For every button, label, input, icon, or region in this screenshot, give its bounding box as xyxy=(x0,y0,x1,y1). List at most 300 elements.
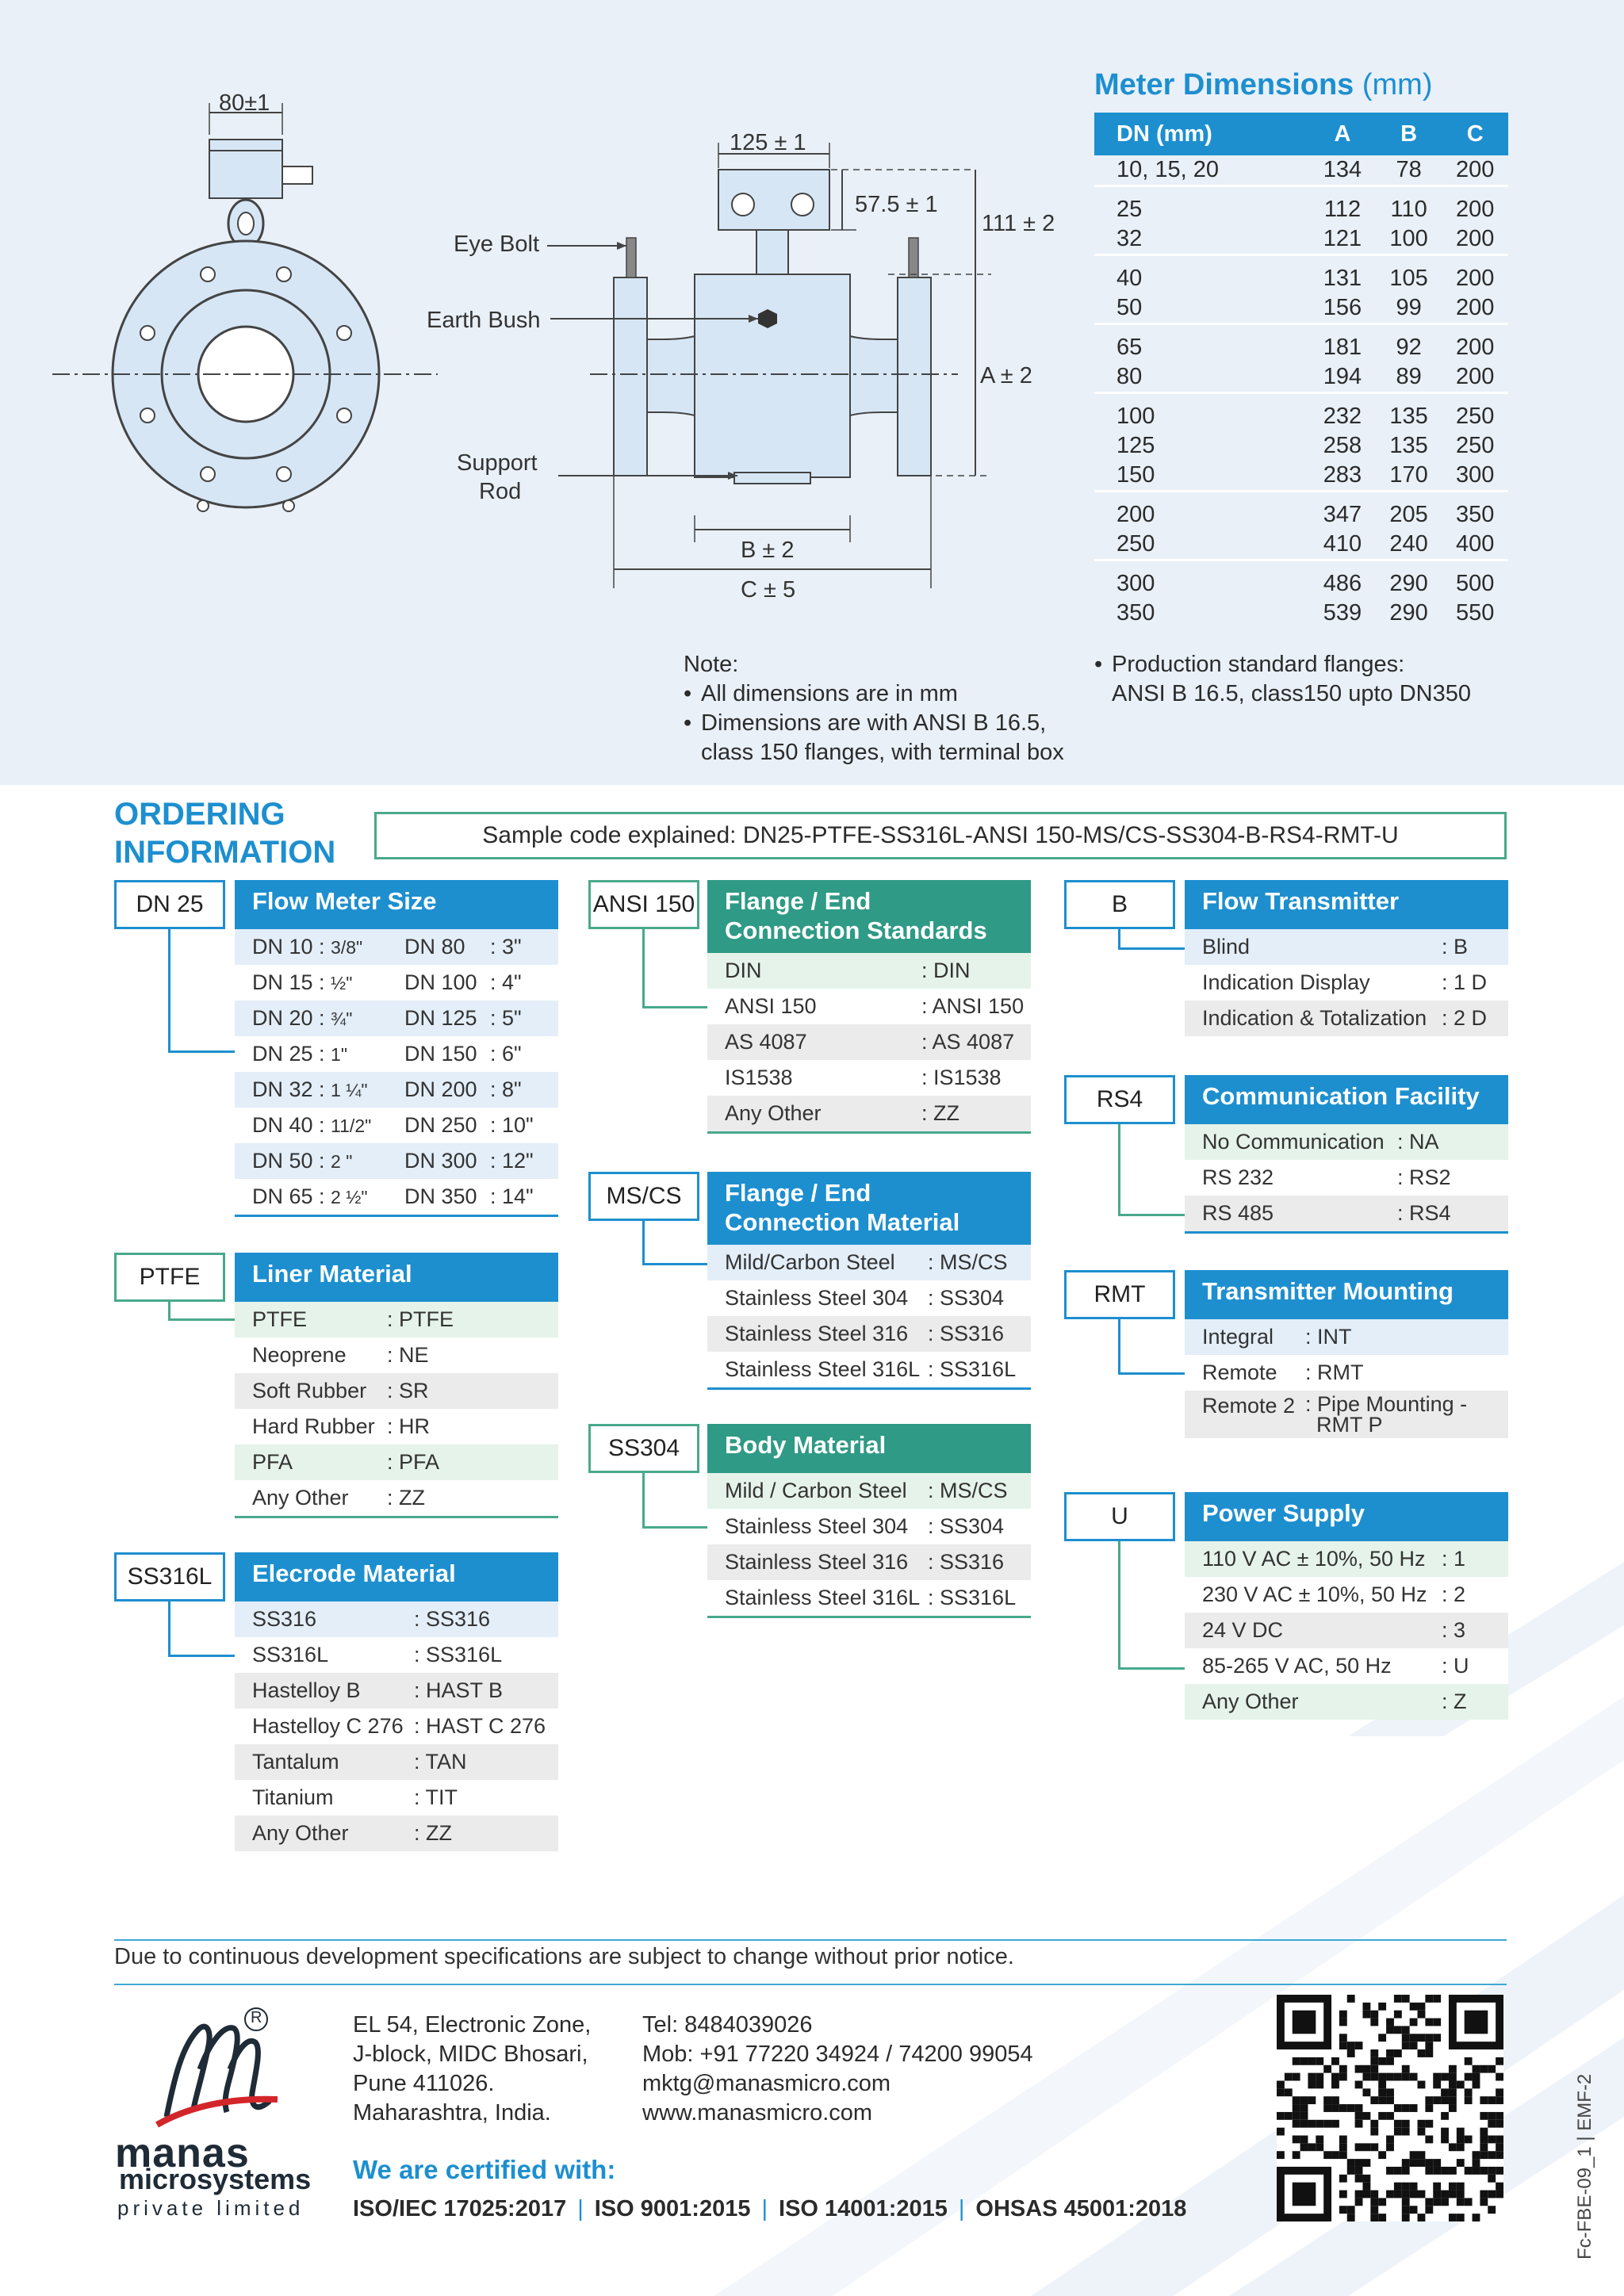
note-item-1: • All dimensions are in mm xyxy=(701,679,1064,709)
option-code: : PTFE xyxy=(387,1307,454,1331)
support-rod-label-1: Support xyxy=(457,450,538,476)
size-inch: : 14" xyxy=(490,1184,534,1208)
cert-iso-17025: ISO/IEC 17025:2017 xyxy=(353,2196,567,2221)
option-code: : U xyxy=(1442,1654,1469,1678)
cert-iso-9001: ISO 9001:2015 xyxy=(594,2196,751,2221)
option-label: PFA xyxy=(252,1450,293,1474)
connector-flow-transmitter xyxy=(1118,929,1185,950)
option-label: SS316L xyxy=(252,1643,329,1667)
list-item xyxy=(1185,1391,1508,1438)
option-code: : ZZ xyxy=(387,1486,425,1510)
table-cell: 300 xyxy=(1094,561,1309,599)
option-label: PTFE xyxy=(252,1307,308,1331)
option-label: RS 485 xyxy=(1202,1201,1274,1225)
table-cell: 486 xyxy=(1309,561,1376,599)
flow-transmitter-rows xyxy=(1185,929,1508,1036)
option-code: : RS2 xyxy=(1397,1165,1451,1189)
table-cell: 232 xyxy=(1309,393,1376,432)
ordering-title-line-1: ORDERING xyxy=(114,797,285,832)
address-line-1: EL 54, Electronic Zone, xyxy=(353,2012,592,2038)
size-inch: 11/2" xyxy=(331,1115,372,1136)
option-label: Tantalum xyxy=(252,1750,339,1774)
table-row xyxy=(1094,155,1508,186)
production-note-item xyxy=(1112,650,1471,709)
mounting-rows xyxy=(1185,1319,1508,1438)
size-metric: DN 100 xyxy=(404,970,477,994)
table-cell: 250 xyxy=(1456,433,1495,458)
section-head-communication: Communication Facility xyxy=(1185,1075,1508,1124)
electrode-rows xyxy=(235,1601,558,1851)
table-cell: 550 xyxy=(1456,600,1495,626)
option-label: Hastelloy C 276 xyxy=(252,1714,404,1738)
table-row xyxy=(1094,324,1508,363)
table-cell: 50 xyxy=(1116,295,1143,320)
option-code: : SS316L xyxy=(928,1357,1017,1381)
list-item xyxy=(707,1580,1031,1616)
table-cell: 100 xyxy=(1389,226,1428,251)
size-inch: : 12" xyxy=(490,1149,534,1173)
connector-flow-meter-size xyxy=(168,929,235,1053)
table-row xyxy=(1094,561,1508,599)
table-row xyxy=(1094,293,1508,324)
note-item-2-line-1: Dimensions are with ANSI B 16.5, xyxy=(701,710,1047,736)
header-dn: DN (mm) xyxy=(1094,113,1309,155)
table-cell: 200 xyxy=(1456,364,1495,389)
flow-meter-size-rows xyxy=(235,929,558,1217)
table-row xyxy=(1094,492,1508,530)
size-inch: 3/8" xyxy=(331,937,363,958)
table-cell: 112 xyxy=(1309,186,1376,225)
a-dimension-label: A ± 2 xyxy=(980,363,1032,388)
section-head-body-material: Body Material xyxy=(707,1424,1031,1473)
option-label: Any Other xyxy=(252,1821,349,1845)
eye-bolt-label: Eye Bolt xyxy=(454,232,539,257)
list-item xyxy=(235,1480,558,1516)
size-metric: DN 32 : xyxy=(252,1077,331,1101)
option-label: SS316 xyxy=(252,1607,317,1631)
list-item xyxy=(707,1473,1031,1509)
b-dimension-label: B ± 2 xyxy=(741,538,795,563)
code-box-power: U xyxy=(1064,1492,1175,1541)
option-code: : DIN xyxy=(921,959,971,982)
option-label: Any Other xyxy=(725,1101,822,1125)
flange-standard-rows xyxy=(707,953,1031,1134)
table-row xyxy=(1094,431,1508,461)
table-cell: 105 xyxy=(1376,255,1442,294)
table-row xyxy=(1094,530,1508,561)
option-label: Remote 2 xyxy=(1202,1394,1296,1418)
table-cell: 240 xyxy=(1389,531,1428,557)
note-item-2 xyxy=(701,709,1064,767)
list-item xyxy=(1185,1160,1508,1196)
list-item xyxy=(235,1302,558,1337)
option-code: : HR xyxy=(387,1414,430,1438)
list-item xyxy=(235,1816,558,1851)
list-item xyxy=(235,1409,558,1445)
option-code: : PFA xyxy=(387,1450,440,1474)
production-note-line-2: ANSI B 16.5, class150 upto DN350 xyxy=(1112,681,1471,706)
table-cell: 25 xyxy=(1094,186,1309,225)
option-code-line-1: : Pipe Mounting - xyxy=(1305,1392,1468,1416)
section-head-flange-material xyxy=(707,1172,1031,1245)
list-item xyxy=(707,953,1031,989)
list-item xyxy=(1185,1684,1508,1720)
list-item xyxy=(235,1373,558,1409)
option-label: Stainless Steel 304 xyxy=(725,1286,909,1310)
option-code: : Z xyxy=(1442,1689,1467,1713)
size-metric-cell xyxy=(252,1184,404,1209)
connector-power xyxy=(1118,1541,1185,1670)
code-box-flange-standard: ANSI 150 xyxy=(588,880,699,929)
meter-drawing xyxy=(0,0,1094,618)
address-line-3: Pune 411026. xyxy=(353,2071,495,2096)
option-label: Blind xyxy=(1202,935,1251,959)
table-header-row xyxy=(1094,113,1508,155)
list-item xyxy=(235,965,558,1001)
table-cell: 32 xyxy=(1116,226,1143,251)
table-cell: 89 xyxy=(1396,364,1422,389)
option-code: : SR xyxy=(387,1379,429,1402)
box-width-label: 125 ± 1 xyxy=(730,130,806,155)
table-cell: 156 xyxy=(1323,295,1362,320)
table-cell: 400 xyxy=(1456,531,1495,557)
list-item xyxy=(707,1245,1031,1280)
size-metric: DN 350 xyxy=(404,1184,477,1208)
size-metric: DN 300 xyxy=(404,1149,477,1173)
size-metric-cell xyxy=(252,970,404,995)
contact-email[interactable]: mktg@manasmicro.com xyxy=(642,2071,891,2096)
list-item xyxy=(235,1001,558,1036)
table-cell: 410 xyxy=(1323,531,1362,557)
size-inch: ½" xyxy=(331,973,353,993)
list-item xyxy=(1185,1196,1508,1231)
size-inch: ¾" xyxy=(331,1008,353,1029)
document-code: Fc-FBE-09_1 | EMF-2 xyxy=(1574,2073,1595,2260)
option-code: : SS316L xyxy=(414,1643,503,1667)
option-code: : SS316L xyxy=(928,1586,1017,1609)
option-code: : MS/CS xyxy=(928,1250,1008,1274)
address-block xyxy=(353,2011,591,2128)
table-row xyxy=(1094,255,1508,294)
table-row xyxy=(1094,186,1508,225)
qr-code[interactable] xyxy=(1277,1993,1503,2223)
production-note-line-1: Production standard flanges: xyxy=(1112,652,1405,677)
front-view xyxy=(52,103,438,511)
option-label: DIN xyxy=(725,959,762,982)
size-metric: DN 125 xyxy=(404,1006,477,1030)
option-label: Hastelloy B xyxy=(252,1678,361,1702)
table-cell: 40 xyxy=(1094,255,1309,294)
notes-heading: Note: xyxy=(684,652,739,677)
section-head-flange-standard xyxy=(707,880,1031,953)
list-item xyxy=(707,1509,1031,1544)
connector-liner xyxy=(168,1302,235,1321)
table-cell: 80 xyxy=(1116,364,1143,389)
option-label: AS 4087 xyxy=(725,1030,807,1054)
option-label: Any Other xyxy=(252,1486,349,1510)
table-cell: 258 xyxy=(1323,433,1362,458)
list-item xyxy=(1185,1319,1508,1355)
table-row xyxy=(1094,599,1508,628)
table-cell: 194 xyxy=(1323,364,1362,389)
size-inch: 2 " xyxy=(331,1151,353,1172)
table-cell: 170 xyxy=(1389,462,1428,488)
table-cell: 135 xyxy=(1389,433,1428,458)
option-code: : IS1538 xyxy=(921,1066,1002,1089)
section-head-electrode: Elecrode Material xyxy=(235,1552,558,1601)
box-height-label: 57.5 ± 1 xyxy=(855,192,938,217)
production-note xyxy=(1094,650,1471,709)
table-cell: 350 xyxy=(1442,492,1508,530)
list-item xyxy=(235,1108,558,1143)
list-item xyxy=(235,1072,558,1108)
option-code xyxy=(1305,1394,1467,1435)
list-item xyxy=(1185,929,1508,965)
table-cell: 150 xyxy=(1116,462,1155,488)
option-code: : TIT xyxy=(414,1785,458,1809)
list-item xyxy=(235,1780,558,1816)
size-inch: 1" xyxy=(331,1044,348,1065)
table-cell: 290 xyxy=(1376,561,1442,599)
table-row xyxy=(1094,461,1508,492)
size-metric-cell xyxy=(252,935,404,959)
list-item xyxy=(707,1096,1031,1131)
option-code: : MS/CS xyxy=(928,1479,1008,1502)
size-inch: : 6" xyxy=(490,1042,522,1066)
communication-rows xyxy=(1185,1124,1508,1234)
size-inch: : 8" xyxy=(490,1077,522,1101)
option-label: Remote xyxy=(1202,1360,1277,1384)
list-item xyxy=(235,1744,558,1780)
size-metric-cell xyxy=(252,1149,404,1173)
size-inch: : 4" xyxy=(490,970,522,994)
size-metric: DN 65 : xyxy=(252,1184,331,1208)
code-box-flow-transmitter: B xyxy=(1064,880,1175,929)
logo-name: manas xyxy=(115,2130,250,2176)
table-cell: 200 xyxy=(1442,255,1508,294)
table-cell: 78 xyxy=(1396,157,1422,182)
list-item xyxy=(1185,1001,1508,1036)
option-code: : ANSI 150 xyxy=(921,994,1025,1018)
registered-mark-letter: R xyxy=(251,2009,262,2026)
table-cell: 250 xyxy=(1116,531,1155,557)
option-code: : INT xyxy=(1305,1325,1352,1349)
option-code: : 1 D xyxy=(1442,970,1488,994)
cert-ohsas-45001: OHSAS 45001:2018 xyxy=(975,2196,1187,2221)
list-item xyxy=(1185,1355,1508,1391)
meter-dimensions-table xyxy=(1094,113,1508,628)
connector-flange-standard xyxy=(642,929,707,1008)
table-cell: 539 xyxy=(1323,600,1362,626)
list-item xyxy=(235,1709,558,1744)
table-row xyxy=(1094,224,1508,255)
table-row xyxy=(1094,393,1508,432)
option-code: : HAST B xyxy=(414,1678,504,1702)
section-head-flow-meter-size: Flow Meter Size xyxy=(235,880,558,929)
table-cell: 125 xyxy=(1116,433,1155,458)
table-cell: 200 xyxy=(1094,492,1309,530)
liner-rows xyxy=(235,1302,558,1518)
section-head-flow-transmitter: Flow Transmitter xyxy=(1185,880,1508,929)
code-box-communication: RS4 xyxy=(1064,1075,1175,1124)
list-item xyxy=(707,1352,1031,1387)
size-metric: DN 40 : xyxy=(252,1113,331,1137)
table-cell: 205 xyxy=(1376,492,1442,530)
table-cell: 200 xyxy=(1456,157,1495,182)
option-code: : NE xyxy=(387,1343,429,1367)
option-code: : 3 xyxy=(1442,1618,1466,1642)
table-row xyxy=(1094,362,1508,393)
power-rows xyxy=(1185,1541,1508,1720)
list-item xyxy=(235,1601,558,1637)
size-metric: DN 25 : xyxy=(252,1042,331,1066)
size-inch: : 10" xyxy=(490,1113,534,1137)
list-item xyxy=(1185,1541,1508,1577)
logo-private-limited: private limited xyxy=(117,2196,304,2220)
option-code: : ZZ xyxy=(921,1101,959,1125)
table-cell: 300 xyxy=(1456,462,1495,488)
list-item xyxy=(235,1179,558,1215)
table-cell: 135 xyxy=(1376,393,1442,432)
logo-subtitle: microsystems xyxy=(119,2163,312,2195)
option-code: : SS316 xyxy=(928,1322,1005,1345)
support-rod-label-2: Rod xyxy=(479,479,522,504)
header-b: B xyxy=(1376,113,1442,155)
flange-material-rows xyxy=(707,1245,1031,1390)
certification-title: We are certified with: xyxy=(353,2155,616,2184)
flange-material-title-2: Connection Material xyxy=(725,1208,960,1236)
list-item xyxy=(235,1337,558,1373)
option-label: Stainless Steel 316 xyxy=(725,1322,909,1345)
table-cell: 131 xyxy=(1309,255,1376,294)
contact-website[interactable]: www.manasmicro.com xyxy=(642,2100,873,2126)
note-item-2-line-2: class 150 flanges, with terminal box xyxy=(701,740,1064,765)
list-item xyxy=(707,1544,1031,1580)
flange-standard-title-1: Flange / End xyxy=(725,887,871,915)
ordering-title-line-2: INFORMATION xyxy=(114,835,336,870)
table-cell: 100 xyxy=(1094,393,1309,432)
table-cell: 200 xyxy=(1456,226,1495,251)
table-cell: 283 xyxy=(1323,462,1362,488)
contact-mobile: Mob: +91 77220 34924 / 74200 99054 xyxy=(642,2042,1033,2067)
option-label: Soft Rubber xyxy=(252,1379,367,1402)
option-code: : ZZ xyxy=(414,1821,452,1845)
table-cell: 350 xyxy=(1116,600,1155,626)
connector-body-material xyxy=(642,1473,707,1529)
table-cell: 121 xyxy=(1323,226,1362,251)
size-inch: 2 ½" xyxy=(331,1187,368,1207)
table-cell: 290 xyxy=(1389,600,1428,626)
section-head-mounting: Transmitter Mounting xyxy=(1185,1270,1508,1319)
size-inch: 1 ¼" xyxy=(331,1080,368,1100)
section-head-power: Power Supply xyxy=(1185,1492,1508,1541)
size-metric: DN 150 xyxy=(404,1042,477,1066)
option-label: 24 V DC xyxy=(1202,1618,1284,1642)
header-a: A xyxy=(1309,113,1376,155)
option-label: Neoprene xyxy=(252,1343,347,1367)
meter-dimensions-title-text: Meter Dimensions xyxy=(1094,68,1354,101)
option-label: 85-265 V AC, 50 Hz xyxy=(1202,1654,1392,1678)
option-label: ANSI 150 xyxy=(725,994,817,1018)
option-code: : NA xyxy=(1397,1130,1439,1154)
code-box-body-material: SS304 xyxy=(588,1424,699,1473)
meter-dimensions-title xyxy=(1094,68,1433,102)
list-item xyxy=(235,1673,558,1709)
option-code: : SS316 xyxy=(928,1550,1005,1574)
size-metric-cell xyxy=(252,1006,404,1031)
option-code: : 2 xyxy=(1442,1582,1466,1606)
list-item xyxy=(235,1143,558,1179)
code-box-flow-meter-size: DN 25 xyxy=(114,880,225,929)
size-inch: : 3" xyxy=(490,935,522,959)
option-label: Hard Rubber xyxy=(252,1414,375,1438)
list-item xyxy=(707,989,1031,1024)
meter-dimensions-unit: (mm) xyxy=(1362,68,1433,101)
size-metric: DN 200 xyxy=(404,1077,477,1101)
option-label: Integral xyxy=(1202,1325,1274,1349)
option-code: : RMT xyxy=(1305,1360,1364,1384)
disclaimer: Due to continuous development specifications are subject to change without prior notice. xyxy=(114,1944,1014,1969)
table-cell: 181 xyxy=(1309,324,1376,363)
option-code: : SS304 xyxy=(928,1514,1005,1538)
size-metric-cell xyxy=(252,1113,404,1138)
earth-bush-label: Earth Bush xyxy=(427,308,541,333)
table-cell: 200 xyxy=(1456,295,1495,320)
option-label: Indication Display xyxy=(1202,970,1370,994)
list-item xyxy=(1185,1577,1508,1613)
c-dimension-label: C ± 5 xyxy=(741,577,796,603)
section-head-liner: Liner Material xyxy=(235,1253,558,1302)
size-metric: DN 15 : xyxy=(252,970,331,994)
ordering-title xyxy=(114,795,335,871)
option-label: Stainless Steel 316L xyxy=(725,1586,921,1609)
top-offset-label: 111 ± 2 xyxy=(982,211,1055,236)
flange-material-title-1: Flange / End xyxy=(725,1179,871,1207)
size-metric: DN 50 : xyxy=(252,1149,331,1173)
code-box-liner: PTFE xyxy=(114,1253,225,1302)
table-cell: 99 xyxy=(1396,295,1422,320)
table-cell: 200 xyxy=(1442,186,1508,225)
table-cell: 134 xyxy=(1323,157,1362,182)
connector-communication xyxy=(1118,1124,1185,1216)
table-cell: 92 xyxy=(1376,324,1442,363)
option-label: No Communication xyxy=(1202,1130,1385,1154)
certification-list: ISO/IEC 17025:2017 | ISO 9001:2015 | ISO 14001:2015 | OHSAS 45001:2018 xyxy=(353,2196,1187,2221)
option-label: Stainless Steel 304 xyxy=(725,1514,909,1538)
size-metric: DN 10 : xyxy=(252,935,331,959)
footer-divider-top xyxy=(114,1939,1507,1941)
connector-flange-material xyxy=(642,1221,707,1265)
contact-tel: Tel: 8484039026 xyxy=(642,2012,813,2038)
size-metric-cell xyxy=(252,1077,404,1102)
option-code-line-2: RMT P xyxy=(1316,1413,1383,1437)
option-label: Stainless Steel 316 xyxy=(725,1550,909,1574)
code-box-electrode: SS316L xyxy=(114,1552,225,1601)
size-metric-cell xyxy=(252,1042,404,1066)
body-material-rows xyxy=(707,1473,1031,1618)
size-metric: DN 250 xyxy=(404,1113,477,1137)
list-item xyxy=(707,1280,1031,1316)
option-label: Stainless Steel 316L xyxy=(725,1357,921,1381)
size-metric: DN 20 : xyxy=(252,1006,331,1030)
option-label: IS1538 xyxy=(725,1066,793,1089)
flange-standard-title-2: Connection Standards xyxy=(725,916,987,944)
code-box-mounting: RMT xyxy=(1064,1270,1175,1319)
option-code: : 1 xyxy=(1442,1547,1466,1571)
option-label: 110 V AC ± 10%, 50 Hz xyxy=(1202,1547,1426,1571)
address-line-2: J-block, MIDC Bhosari, xyxy=(353,2042,588,2067)
option-label: Mild / Carbon Steel xyxy=(725,1479,907,1502)
